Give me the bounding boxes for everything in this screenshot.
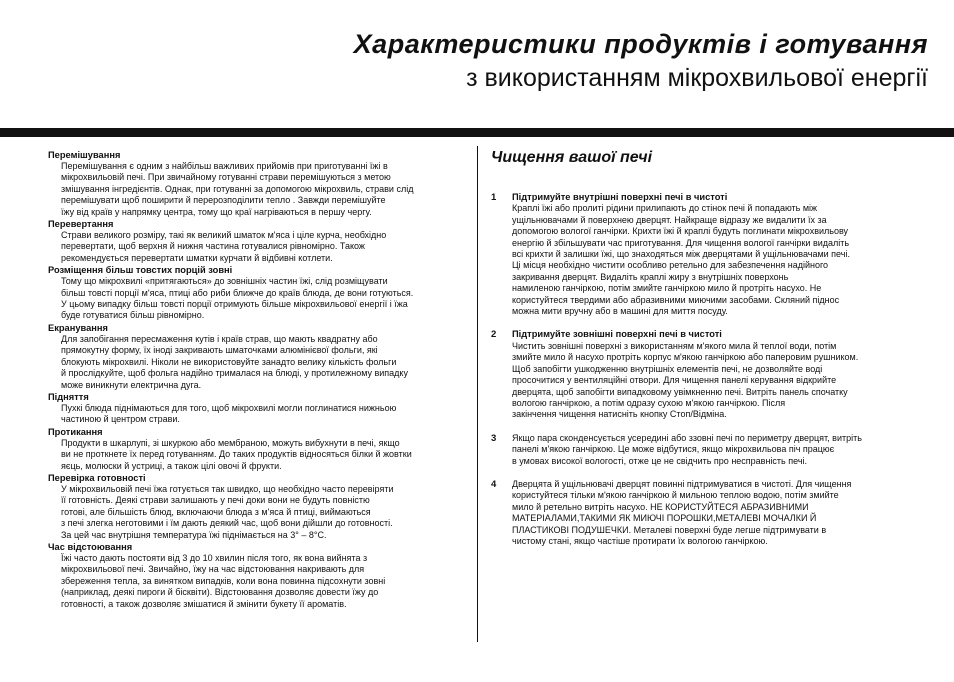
text-line: просочитися у вентиляційні отвори. Для чищення панелі керування відкрийте (512, 375, 837, 386)
text-line: Тому що мікрохвилі «притягаються» до зовнішніх частин їжі, слід розміщувати (61, 276, 388, 287)
text-line: користуйтеся твердими або абразивними миючими засобами. Скляний піднос (512, 294, 840, 305)
text-line: мікрохвильовій печі. При звичайному готуванні страви перемішуються з метою (61, 172, 391, 183)
section-body (48, 276, 476, 322)
text-line: прямокутну форму, їх іноді закривають шматочками алюмінієвої фольги, які (61, 345, 378, 356)
text-line: Щоб запобігти ушкодженню внутрішніх елементів печі, не дозволяйте воді (512, 363, 823, 374)
text-line: може виникнути електрична дуга. (61, 379, 202, 390)
item-number: 4 (491, 478, 497, 490)
text-line: її готовність. Деякі страви залишають у печі доки вони не будуть повністю (61, 495, 370, 506)
section-heading: Розміщення більш товстих порцій зовні (48, 265, 233, 276)
cleaning-list (491, 192, 941, 547)
text-line: змийте мило й насухо протріть корпус м'якою ганчіркою або паперовим рушником. (512, 352, 859, 363)
text-line: Продукти в шкарлупі, зі шкуркою або мембраною, можуть вибухнути в печі, якщо (61, 437, 400, 448)
left-section (48, 265, 476, 322)
section-body (48, 484, 476, 541)
text-line: рекомендується перевертати шматки курчати й відбивні котлети. (61, 252, 333, 263)
text-line: У цьому випадку більш товсті порції отримують більше мікрохвильової енергії і їжа (61, 299, 408, 310)
text-line: збереження тепла, за винятком випадків, коли вона повинна підсохнути зовні (61, 575, 386, 586)
left-section (48, 473, 476, 541)
section-heading: Перемішування (48, 150, 121, 160)
text-line: ущільнювачами й поверхнею дверцят. Найкраще відразу же видалити їх за (512, 214, 827, 225)
left-section (48, 323, 476, 391)
text-line: ПЛАСТИКОВІ ПОДУШЕЧКИ. Металеві поверхні буде легше підтримувати в (512, 524, 827, 535)
text-line: й прослідкуйте, щоб фольга надійно трималася на блюді, у протилежному випадку (61, 368, 408, 379)
section-body (48, 230, 476, 264)
text-line: яєць, молюски й устриці, а також цілі овочі й фрукти. (61, 460, 282, 471)
item-number: 2 (491, 329, 497, 341)
text-line: готові, але більшість блюд, включаючи блюда з м'яса й птиці, виймаються (61, 506, 371, 517)
text-line: енергію й збільшувати час приготування. Для чищення вологої ганчірки видаліть (512, 237, 850, 248)
text-line: з печі злегка неготовими і їм дають деякий час, щоб вони дійшли до готовності. (61, 518, 393, 529)
section-body (48, 438, 476, 472)
text-line: готовності, а також дозволяє змішатися й змінити букету її ароматів. (61, 598, 347, 609)
text-line: Перемішування є одним з найбільш важливих прийомів при приготуванні їжі в (61, 161, 388, 171)
text-line: змішування інгредієнтів. Однак, при готуванні за допомогою мікрохвиль, страви слід (61, 183, 414, 194)
text-line: перемішувати щоб поширити й перерозподілити тепло . Завжди перемішуйте (61, 195, 386, 206)
text-line: їжу від країв у напрямку центра, тому що краї нагріваються в першу чергу. (61, 206, 372, 217)
section-heading: Підняття (48, 391, 89, 402)
page-header (354, 28, 928, 94)
text-line: (наприклад, деякі пироги й бісквіти). Відстоювання дозволяє довести їжу до (61, 587, 379, 598)
text-line: намиленою ганчіркою, потім змийте ганчіркою мило й протріть насухо. Не (512, 283, 822, 294)
cleaning-item (491, 479, 941, 547)
cleaning-item (491, 192, 941, 317)
text-line: вологою ганчіркою, а потім одразу сухою м'якою ганчіркою. Після (512, 397, 786, 408)
text-line: всі крихти й залишки їжі, що знаходяться між дверцятами й ущільнювачами печі. (512, 249, 850, 260)
cleaning-title: Чищення вашої печі (491, 149, 653, 166)
section-heading: Перевірка готовності (48, 472, 146, 483)
section-body (48, 161, 476, 218)
page-subtitle: з використанням мікрохвильової енергії (466, 64, 928, 92)
text-line: більш товсті порції м'яса, птиці або риби ближче до країв блюда, де вони готуються. (61, 287, 414, 298)
text-line: допомогою вологої ганчірки. Крихти їжі й краплі будуть поглинати мікрохвильову (512, 226, 849, 237)
item-body (512, 479, 941, 547)
text-line: панелі м'якою ганчіркою. Це може відбутися, якщо мікрохвильова піч працює (512, 444, 835, 455)
text-line: МАТЕРІАЛАМИ,ТАКИМИ ЯК МИЮЧІ ПОРОШКИ,МЕТАЛЕВІ МОЧАЛКИ Й (512, 513, 817, 524)
item-body (512, 341, 941, 421)
text-line: чистому стані, якщо частіше протирати їх вологою ганчіркою. (512, 535, 768, 546)
section-body (48, 553, 476, 610)
section-body (48, 403, 476, 426)
text-line: У мікрохвильовій печі їжа готується так швидко, що необхідно часто перевіряти (61, 483, 394, 494)
left-section (48, 219, 476, 264)
cleaning-item (491, 329, 941, 420)
left-section (48, 542, 476, 610)
text-line: буде готуватися більш рівномірно. (61, 310, 205, 321)
text-line: блокують мікрохвилі. Ніколи не використовуйте занадто велику кількість фольги (61, 356, 397, 367)
text-line: можна мити вручну або в машині для миття посуду. (512, 306, 728, 317)
header-rule (0, 128, 954, 137)
item-body (512, 433, 941, 467)
text-line: Їжі часто дають постояти від 3 до 10 хвилин після того, як вона вийнята з (61, 552, 368, 563)
text-line: частиною й центром страви. (61, 414, 180, 425)
left-section (48, 150, 476, 218)
text-line: перевертати, щоб верхня й нижня частина готувалися рівномірно. Також (61, 241, 365, 252)
text-line: Страви великого розміру, такі як великий шматок м'яса і ціле курча, необхідно (61, 230, 387, 241)
text-line: користуйтеся тільки м'якою ганчіркою й мильною теплою водою, потім змийте (512, 490, 839, 501)
section-heading: Перевертання (48, 219, 114, 230)
text-line: Краплі їжі або пролиті рідини прилипають до стінок печі й попадають між (512, 203, 818, 214)
section-heading: Екранування (48, 322, 108, 333)
item-heading: Підтримуйте зовнішні поверхні печі в чистоті (512, 329, 722, 340)
text-line: закінчення чищення натисніть кнопку Стоп/Відміна. (512, 409, 727, 420)
text-line: ви не проткнете їх перед готуванням. До таких продуктів відносяться білки й жовтки (61, 449, 412, 460)
text-line: дверцята, щоб запобігти випадковому увімкненню печі. Витріть панель спочатку (512, 386, 848, 397)
text-line: Пухкі блюда піднімаються для того, щоб мікрохвилі могли поглинатися нижньою (61, 402, 397, 413)
left-column (48, 150, 476, 611)
text-line: Дверцята й ущільнювачі дверцят повинні підтримуватися в чистоті. Для чищення (512, 478, 852, 489)
text-line: За цей час внутрішня температура їжі піднімається на 3° – 8°С. (61, 529, 327, 540)
text-line: мікрохвильової печі. Звичайно, їжу на час відстоювання накривають для (61, 564, 365, 575)
item-heading: Підтримуйте внутрішні поверхні печі в чистоті (512, 192, 728, 202)
text-line: Чистить зовнішні поверхні з використанням м'якого мила й теплої води, потім (512, 340, 837, 351)
text-line: мило й ретельно витріть насухо. НЕ КОРИСТУЙТЕСЯ АБРАЗИВНИМИ (512, 501, 809, 512)
text-line: Якщо пара сконденсується усередині або ззовні печі по периметру дверцят, витріть (512, 432, 862, 443)
cleaning-item (491, 433, 941, 467)
section-body (48, 334, 476, 391)
left-section (48, 427, 476, 472)
section-heading: Час відстоювання (48, 541, 133, 552)
text-line: Для запобігання пересмаження кутів і країв страв, що мають квадратну або (61, 333, 378, 344)
item-number: 3 (491, 432, 497, 444)
item-number: 1 (491, 192, 497, 203)
page-title: Характеристики продуктів і готування (353, 29, 928, 59)
left-section (48, 392, 476, 426)
right-column (491, 148, 941, 559)
column-divider (477, 146, 478, 642)
item-body (512, 203, 941, 317)
section-heading: Протикання (48, 426, 103, 437)
text-line: в умовах високої вологості, отже це не свідчить про несправність печі. (512, 455, 808, 466)
text-line: закривання дверцят. Видаліть краплі жиру з внутрішніх поверхонь (512, 271, 789, 282)
text-line: Ці місця необхідно чистити особливо ретельно для забезпечення надійного (512, 260, 829, 271)
